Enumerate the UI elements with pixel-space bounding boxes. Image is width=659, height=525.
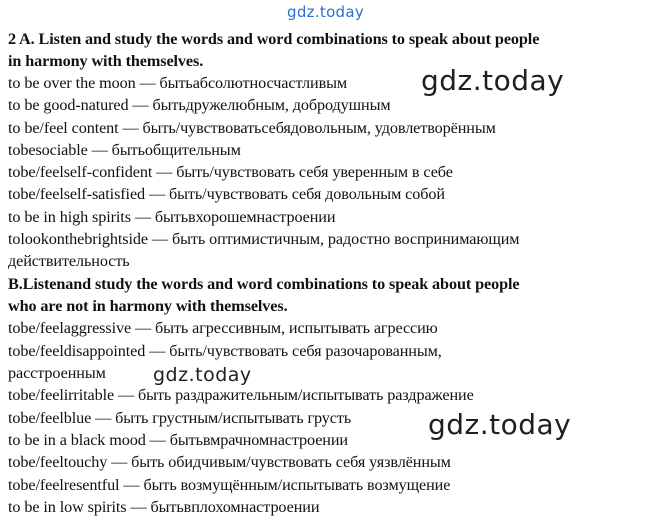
vocab-line: to be/feel content — быть/чувствоватьсебядовольным, удовлетворённым [8, 119, 496, 137]
section-b-heading-line1: B.Listenand study the words and word combinations to speak about people [8, 275, 520, 293]
vocab-line: tobe/feelaggressive — быть агрессивным, испытывать агрессию [8, 319, 438, 337]
section-a-heading-line1: 2 A. Listen and study the words and word combinations to speak about people [8, 30, 540, 48]
vocab-line: tolookonthebrightside — быть оптимистичным, радостно воспринимающим [8, 230, 520, 248]
vocab-line: tobe/feelresentful — быть возмущённым/испытывать возмущение [8, 476, 451, 494]
vocab-line: to be in low spirits — бытьвплохомнастроении [8, 498, 320, 516]
vocab-line: tobe/feelblue — быть грустным/испытывать грусть [8, 409, 352, 427]
vocab-line: to be over the moon — бытьабсолютносчастливым [8, 74, 348, 92]
watermark-mid1: gdz.today [421, 64, 565, 97]
vocab-line: расстроенным [8, 364, 106, 382]
vocab-line: tobe/feeldisappointed — быть/чувствовать себя разочарованным, [8, 342, 442, 360]
vocab-line: to be good-natured — бытьдружелюбным, добродушным [8, 96, 391, 114]
vocab-line: tobesociable — бытьобщительным [8, 141, 241, 159]
vocab-line: tobe/feelself-confident — быть/чувствовать себя уверенным в себе [8, 163, 453, 181]
vocab-line: tobe/feeltouchy — быть обидчивым/чувствовать себя уязвлённым [8, 453, 451, 471]
section-b-heading-line2: who are not in harmony with themselves. [8, 297, 288, 315]
watermark-top: gdz.today [287, 3, 365, 21]
vocab-line: to be in high spirits — бытьвхорошемнастроении [8, 208, 336, 226]
watermark-mid2: gdz.today [153, 364, 252, 386]
vocab-line: tobe/feelirritable — быть раздражительным/испытывать раздражение [8, 386, 474, 404]
vocab-line: действительность [8, 252, 130, 270]
vocab-line: tobe/feelself-satisfied — быть/чувствовать себя довольным собой [8, 185, 445, 203]
vocab-line: to be in a black mood — бытьвмрачномнастроении [8, 431, 348, 449]
section-a-heading-line2: in harmony with themselves. [8, 52, 204, 70]
watermark-mid3: gdz.today [428, 408, 572, 441]
